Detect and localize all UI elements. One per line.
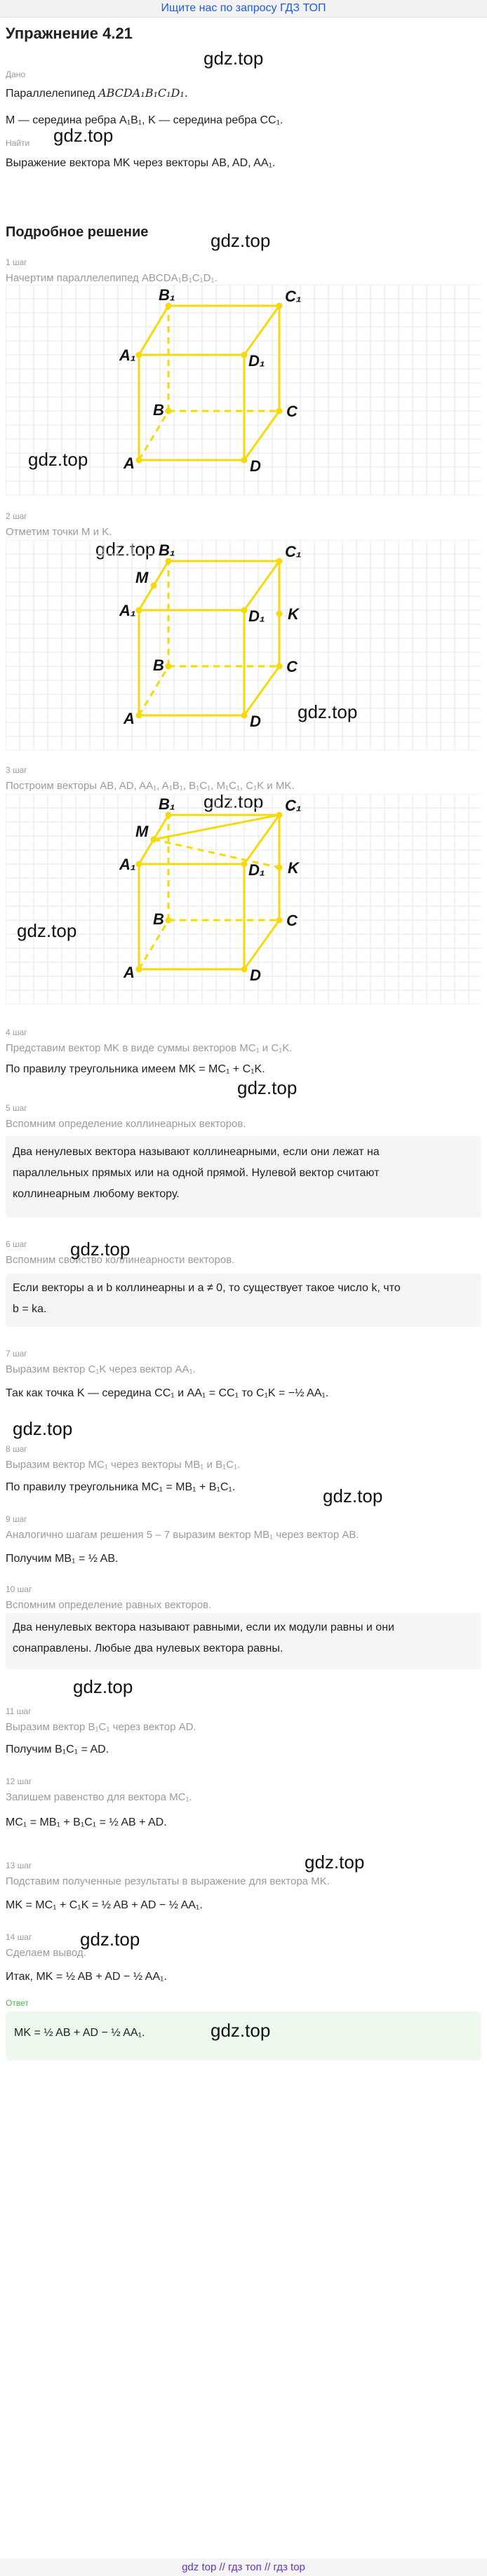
step-3 — [6, 764, 481, 794]
step-formula: Получим B₁C₁ = AD. — [6, 1744, 109, 1755]
step-label: 12 шаг — [6, 1776, 32, 1786]
vertex-label-A: A — [124, 710, 135, 727]
step-label: 7 шаг — [6, 1349, 27, 1358]
top-banner — [0, 0, 487, 18]
vertex-label-K: K — [288, 859, 299, 877]
vertex-label-B: B — [153, 656, 164, 674]
step-8 — [6, 1443, 481, 1498]
watermark: gdz.top — [204, 48, 264, 69]
step-text: Начертим параллелепипед ABCDA₁B₁C₁D₁. — [6, 272, 218, 284]
footer — [0, 2558, 487, 2576]
vertex-label-D1: D₁ — [248, 607, 265, 625]
watermark: gdz.top — [17, 920, 77, 941]
vertex-label-A1: A₁ — [119, 856, 136, 873]
watermark: gdz.top — [204, 791, 264, 812]
vertex-label-K: K — [288, 605, 299, 623]
definition-line: Два ненулевых вектора называют равными, если их модули равны и они — [13, 1621, 394, 1633]
vertex-K — [276, 611, 283, 617]
step-12 — [6, 1776, 481, 1833]
vertex-label-C1: C₁ — [285, 288, 302, 305]
vertex-A — [136, 457, 142, 464]
vertex-A — [136, 713, 142, 719]
given-line-1 — [6, 83, 481, 104]
step-label: 6 шаг — [6, 1239, 27, 1249]
vertex-label-D: D — [250, 457, 261, 475]
answer-label: Ответ — [6, 1998, 29, 2008]
vertex-label-B: B — [153, 910, 164, 928]
step-text: Вспомним свойство коллинеарности векторов. — [6, 1254, 235, 1266]
step-label: 4 шаг — [6, 1027, 27, 1037]
vertex-D1 — [241, 352, 248, 358]
step-text: Отметим точки M и K. — [6, 526, 112, 538]
definition-line: Два ненулевых вектора называют коллинеарными, если они лежат на — [13, 1146, 380, 1158]
property-line: Если векторы a и b коллинеарны и a ≠ 0, то существует такое число k, что — [13, 1282, 401, 1294]
watermark: gdz.top — [73, 1676, 133, 1697]
step-text: Запишем равенство для вектора MC₁. — [6, 1791, 192, 1803]
vertex-B — [166, 663, 172, 670]
vertex-label-D: D — [250, 713, 261, 730]
parallelepiped-figure-2 — [6, 540, 481, 750]
vertex-label-D: D — [250, 966, 261, 984]
watermark: gdz.top — [211, 230, 271, 251]
vertex-label-C1: C₁ — [285, 543, 302, 560]
step-formula: Итак, MK = ½ AB + AD − ½ AA₁. — [6, 1971, 167, 1983]
vertex-A1 — [136, 607, 142, 614]
vertex-B — [166, 917, 172, 924]
given-section — [6, 69, 481, 131]
watermark: gdz.top — [70, 1239, 131, 1260]
given-line-1-prefix: Параллелепипед — [6, 88, 99, 100]
vertex-label-A1: A₁ — [119, 346, 136, 364]
vertex-label-B1: B₁ — [159, 286, 175, 304]
definition-line: коллинеарным любому вектору. — [13, 1188, 180, 1200]
vertex-M — [151, 583, 157, 589]
step-11 — [6, 1706, 481, 1760]
step-formula: MC₁ = MB₁ + B₁C₁ = ½ AB + AD. — [6, 1816, 167, 1828]
footer-item[interactable]: гдз топ — [228, 2561, 262, 2573]
find-section — [6, 137, 481, 174]
step-5 — [6, 1102, 481, 1132]
step-text: Вспомним определение коллинеарных векторов. — [6, 1118, 246, 1130]
step-1 — [6, 257, 481, 286]
step-label: 1 шаг — [6, 257, 27, 267]
solution-title: Подробное решение — [6, 224, 149, 240]
step-text: Выразим вектор B₁C₁ через вектор AD. — [6, 1721, 196, 1733]
step-text: Сделаем вывод. — [6, 1947, 86, 1959]
watermark: gdz.top — [237, 1077, 298, 1098]
top-banner-link[interactable]: Ищите нас по запросу ГДЗ ТОП — [161, 2, 326, 14]
vertex-D — [241, 457, 248, 464]
step-4 — [6, 1027, 481, 1080]
watermark: gdz.top — [323, 1485, 383, 1506]
given-line-1-math: ABCDA₁B₁C₁D₁. — [98, 86, 188, 100]
vertex-label-C: C — [286, 658, 298, 675]
vertex-C — [276, 917, 283, 924]
vertex-A1 — [136, 861, 142, 868]
vertex-label-A1: A₁ — [119, 602, 136, 619]
step-14 — [6, 1931, 481, 1988]
definition-line: параллельных прямых или на одной прямой. Нулевой вектор считают — [13, 1167, 380, 1179]
property-line: b = ka. — [13, 1303, 47, 1315]
parallelepiped-figure-3 — [6, 794, 481, 1004]
vertex-D1 — [241, 607, 248, 614]
given-label: Дано — [6, 69, 26, 79]
vertex-A1 — [136, 352, 142, 358]
step-label: 14 шаг — [6, 1932, 32, 1942]
vertex-label-B1: B₁ — [159, 541, 175, 559]
vertex-D1 — [241, 861, 248, 868]
definition-line: сонаправлены. Любые два нулевых вектора равны. — [13, 1643, 283, 1654]
footer-separator: // — [264, 2561, 271, 2573]
step-formula: MK = MC₁ + C₁K = ½ AB + AD − ½ AA₁. — [6, 1899, 203, 1911]
vertex-label-M: M — [135, 823, 149, 840]
watermark: gdz.top — [13, 1418, 73, 1439]
step-text: Аналогично шагам решения 5 – 7 выразим вектор MB₁ через вектор AB. — [6, 1529, 359, 1541]
vertex-K — [276, 865, 283, 871]
definition-box-collinear — [6, 1136, 481, 1218]
footer-item[interactable]: гдз top — [273, 2561, 305, 2573]
step-2 — [6, 511, 481, 540]
answer-formula: MK = ½ AB + AD − ½ AA₁. — [14, 2027, 145, 2039]
vertex-A — [136, 966, 142, 973]
step-text: Подставим полученные результаты в выражение для вектора MK. — [6, 1875, 330, 1887]
vertex-C1 — [276, 812, 283, 818]
step-label: 8 шаг — [6, 1444, 27, 1454]
vertex-label-C: C — [286, 912, 298, 929]
step-label: 10 шаг — [6, 1584, 32, 1594]
vertex-label-B: B — [153, 401, 164, 419]
step-7 — [6, 1348, 481, 1404]
given-line-2: M — середина ребра A₁B₁, K — середина ребра CC₁. — [6, 114, 283, 126]
watermark: gdz.top — [211, 2020, 271, 2041]
vertex-label-A: A — [124, 454, 135, 472]
vertex-label-D1: D₁ — [248, 352, 265, 370]
step-text: Построим векторы AB, AD, AA₁, A₁B₁, B₁C₁, M₁C₁, C₁K и MK. — [6, 780, 295, 792]
step-formula: Получим MB₁ = ½ AB. — [6, 1553, 119, 1565]
step-text: Вспомним определение равных векторов. — [6, 1599, 212, 1611]
watermark: gdz.top — [305, 1852, 365, 1873]
vertex-label-B1: B₁ — [159, 795, 175, 813]
vertex-D — [241, 966, 248, 973]
step-label: 2 шаг — [6, 511, 27, 521]
watermark: gdz.top — [95, 539, 156, 560]
step-10 — [6, 1584, 481, 1613]
footer-separator: // — [219, 2561, 225, 2573]
find-line: Выражение вектора MK через векторы AB, AD, AA₁. — [6, 157, 276, 169]
exercise-title: Упражнение 4.21 — [6, 25, 133, 42]
step-formula: По правилу треугольника MC₁ = MB₁ + B₁C₁. — [6, 1481, 236, 1493]
step-13 — [6, 1860, 481, 1916]
step-label: 5 шаг — [6, 1103, 27, 1113]
step-formula: По правилу треугольника имеем MK = MC₁ + C₁K. — [6, 1063, 265, 1075]
vertex-label-D1: D₁ — [248, 861, 265, 879]
footer-item[interactable]: gdz top — [182, 2561, 217, 2573]
watermark: gdz.top — [80, 1929, 140, 1950]
property-box-collinear — [6, 1274, 481, 1327]
step-text: Выразим вектор C₁K через вектор AA₁. — [6, 1363, 196, 1375]
step-label: 9 шаг — [6, 1514, 27, 1524]
step-text: Представим вектор MK в виде суммы векторов MC₁ и C₁K. — [6, 1042, 293, 1054]
vertex-C — [276, 663, 283, 670]
exercise-title-block — [6, 24, 481, 43]
watermark: gdz.top — [53, 125, 114, 146]
vertex-label-C: C — [286, 403, 298, 420]
step-text: Выразим вектор MC₁ через векторы MB₁ и B₁C₁. — [6, 1459, 241, 1471]
vertex-C1 — [276, 558, 283, 565]
step-9 — [6, 1513, 481, 1570]
vertex-C — [276, 408, 283, 414]
step-formula: Так как точка K — середина CC₁ и AA₁ = CC₁ то C₁K = −½ AA₁. — [6, 1387, 329, 1399]
watermark: gdz.top — [298, 701, 358, 722]
step-label: 11 шаг — [6, 1706, 32, 1716]
definition-box-equal — [6, 1613, 481, 1669]
find-label: Найти — [6, 138, 30, 148]
step-label: 13 шаг — [6, 1861, 32, 1870]
watermark: gdz.top — [28, 449, 88, 470]
answer-label-block — [6, 1997, 481, 2009]
vertex-label-C1: C₁ — [285, 797, 302, 814]
vertex-C1 — [276, 303, 283, 309]
vertex-label-M: M — [135, 569, 149, 586]
vertex-B — [166, 408, 172, 414]
step-label: 3 шаг — [6, 765, 27, 775]
vertex-label-A: A — [124, 964, 135, 981]
vertex-M — [151, 837, 157, 843]
vertex-D — [241, 713, 248, 719]
